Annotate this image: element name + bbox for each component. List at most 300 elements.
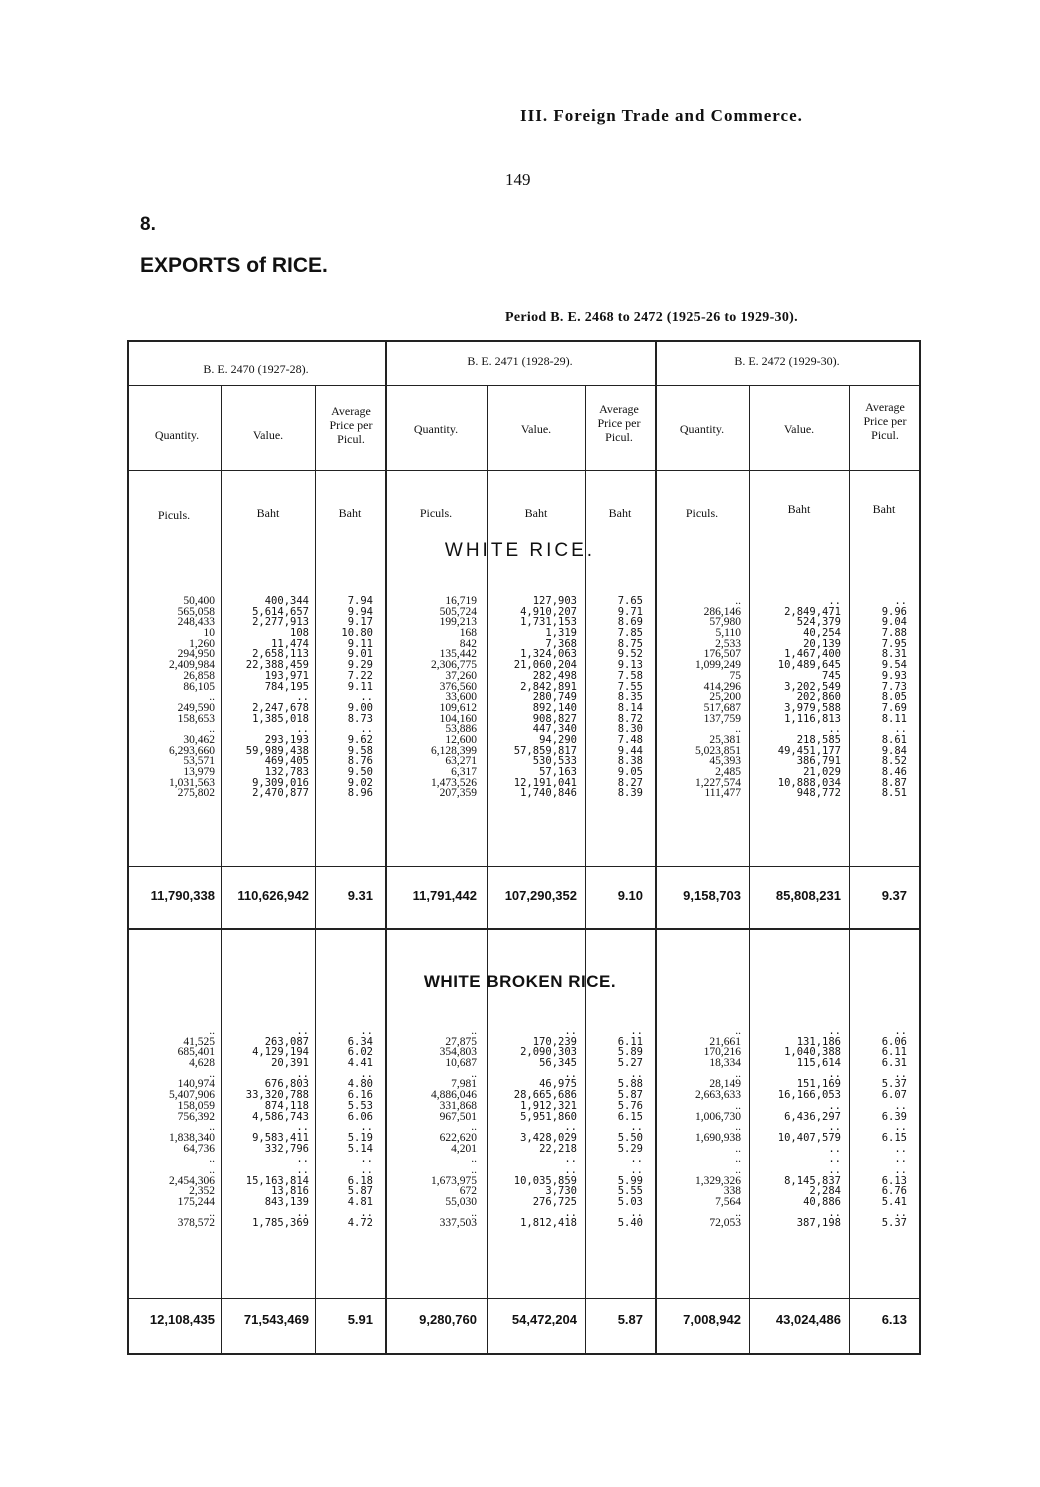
table-cell: 6.13 — [881, 1174, 907, 1187]
table-cell: 158,059 — [177, 1099, 215, 1112]
table-cell: .. — [360, 1206, 373, 1219]
table-cell: 3,730 — [545, 1185, 577, 1198]
table-cell: 6.15 — [881, 1131, 907, 1144]
table-cell: 8.11 — [881, 712, 907, 725]
table-cell: .. — [360, 691, 373, 704]
wbr-2471-total-quantity: 9,280,760 — [419, 1312, 477, 1327]
table-cell: 7.94 — [347, 595, 373, 607]
table-cell: 9.62 — [347, 733, 373, 746]
table-cell: 10.80 — [341, 627, 373, 640]
table-cell: 57,163 — [539, 766, 577, 778]
table-cell: 4,129,194 — [252, 1046, 309, 1059]
table-cell: .. — [894, 723, 907, 736]
table-cell: 5.88 — [617, 1078, 643, 1091]
table-cell: .. — [735, 1067, 741, 1080]
table-cell: .. — [296, 1206, 309, 1219]
table-cell: 5.03 — [617, 1196, 643, 1208]
wr-2470-value — [223, 596, 309, 799]
year-header-2471: B. E. 2471 (1928-29). — [467, 354, 573, 368]
table-cell: 8.96 — [347, 787, 373, 800]
table-cell: 6,128,399 — [431, 744, 477, 757]
table-cell: 131,186 — [796, 1035, 841, 1048]
table-cell: 1,319 — [545, 627, 577, 640]
table-cell: 1,040,388 — [784, 1046, 841, 1059]
wbr-2470-total-quantity: 12,108,435 — [149, 1312, 215, 1327]
table-cell: 108 — [290, 627, 309, 640]
table-cell: .. — [296, 1153, 309, 1166]
table-cell: 249,590 — [177, 701, 215, 714]
col-head-avg: Average Price per Picul. — [863, 400, 907, 442]
table-cell: .. — [564, 1121, 577, 1134]
wr-2472-avg — [851, 596, 907, 799]
table-cell: 286,146 — [703, 605, 741, 618]
wr-2472-quantity — [657, 596, 741, 799]
table-cell: 28,665,686 — [513, 1089, 577, 1102]
page-number: 149 — [505, 170, 531, 189]
table-cell: .. — [630, 1025, 643, 1037]
table-cell: 72,053 — [709, 1217, 741, 1230]
table-cell: 8.14 — [617, 701, 643, 714]
table-cell: 6.06 — [881, 1035, 907, 1048]
table-cell: 843,139 — [264, 1196, 309, 1208]
table-cell: 151,169 — [796, 1078, 841, 1091]
wbr-2471-total-avg: 5.87 — [617, 1312, 643, 1327]
table-cell: 170,239 — [532, 1035, 577, 1048]
white-rice-section-end-rule — [127, 928, 921, 930]
table-cell: 4,586,743 — [252, 1110, 309, 1123]
table-cell: 2,284 — [809, 1185, 841, 1198]
table-cell: 86,105 — [183, 680, 215, 693]
table-cell: .. — [209, 1206, 215, 1219]
rice-exports-table — [127, 340, 921, 1355]
wbr-2472-avg — [851, 1026, 907, 1229]
table-cell: .. — [894, 595, 907, 607]
table-cell: 9.50 — [347, 766, 373, 778]
table-cell: 7.65 — [617, 595, 643, 607]
table-cell: 6.34 — [347, 1035, 373, 1048]
table-cell: 5.50 — [617, 1131, 643, 1144]
table-cell: .. — [828, 1153, 841, 1166]
table-cell: 132,783 — [264, 766, 309, 778]
table-cell: 400,344 — [264, 595, 309, 607]
table-cell: 8.87 — [881, 776, 907, 789]
table-cell: 56,345 — [539, 1057, 577, 1070]
table-cell: 6.11 — [617, 1035, 643, 1048]
table-cell: 1,329,326 — [695, 1174, 741, 1187]
table-cell: .. — [735, 1163, 741, 1176]
table-cell: .. — [360, 1121, 373, 1134]
table-cell: 2,306,775 — [431, 659, 477, 672]
table-cell: 4.81 — [347, 1196, 373, 1208]
table-cell: 7,368 — [545, 637, 577, 650]
table-cell: 4,886,046 — [431, 1089, 477, 1102]
table-cell: 135,442 — [439, 648, 477, 661]
table-cell: 5.87 — [347, 1185, 373, 1198]
table-cell: 1,785,369 — [252, 1217, 309, 1230]
table-cell: 218,585 — [796, 733, 841, 746]
year-header-2470: B. E. 2470 (1927-28). — [203, 362, 309, 376]
table-cell: 9.13 — [617, 659, 643, 672]
table-cell: 41,525 — [183, 1035, 215, 1048]
section-header: III. Foreign Trade and Commerce. — [520, 106, 803, 125]
wbr-2472-value — [751, 1026, 841, 1229]
table-cell: .. — [209, 1025, 215, 1037]
table-cell: 9.54 — [881, 659, 907, 672]
wbr-2470-quantity — [129, 1026, 215, 1229]
wr-2471-total-quantity: 11,791,442 — [412, 888, 477, 903]
table-cell: .. — [828, 1099, 841, 1112]
table-cell: .. — [564, 1153, 577, 1166]
table-bottom-border — [127, 1353, 921, 1355]
unit-quantity: Piculs. — [419, 506, 453, 520]
table-cell: 9.93 — [881, 669, 907, 682]
table-cell: 104,160 — [439, 712, 477, 725]
table-cell: 127,903 — [532, 595, 577, 607]
table-cell: 7.69 — [881, 701, 907, 714]
table-cell: 685,401 — [177, 1046, 215, 1059]
table-cell: 9.00 — [347, 701, 373, 714]
col-head-value: Value. — [520, 422, 552, 436]
table-cell: .. — [360, 1025, 373, 1037]
table-top-border — [127, 340, 921, 342]
table-cell: 447,340 — [532, 723, 577, 736]
document-title: EXPORTS of RICE. — [140, 254, 328, 277]
table-cell: 6.18 — [347, 1174, 373, 1187]
wbr-2472-quantity — [657, 1026, 741, 1229]
table-cell: 948,772 — [796, 787, 841, 800]
table-cell: 9.11 — [347, 637, 373, 650]
table-cell: 378,572 — [177, 1217, 215, 1230]
table-cell: 5.37 — [881, 1078, 907, 1091]
table-cell: 6.07 — [881, 1089, 907, 1102]
table-cell: 9,309,016 — [252, 776, 309, 789]
table-cell: 1,740,846 — [520, 787, 577, 800]
table-cell: .. — [630, 1163, 643, 1176]
wr-2471-value — [489, 596, 577, 799]
table-cell: 4.80 — [347, 1078, 373, 1091]
wr-2471-total-value: 107,290,352 — [504, 888, 577, 903]
table-cell: .. — [735, 1121, 741, 1134]
table-cell: 1,227,574 — [695, 776, 741, 789]
wbr-2472-total-value: 43,024,486 — [775, 1312, 841, 1327]
table-cell: 46,975 — [539, 1078, 577, 1091]
table-cell: 26,858 — [183, 669, 215, 682]
table-cell: 140,974 — [177, 1078, 215, 1091]
table-cell: .. — [828, 1206, 841, 1219]
table-cell: 1,912,321 — [520, 1099, 577, 1112]
table-cell: .. — [296, 691, 309, 704]
table-cell: 3,979,588 — [784, 701, 841, 714]
table-cell: 7.58 — [617, 669, 643, 682]
table-cell: 672 — [459, 1185, 477, 1198]
table-cell: 842 — [459, 637, 477, 650]
table-cell: 15,163,814 — [245, 1174, 309, 1187]
table-cell: .. — [828, 1142, 841, 1155]
table-cell: 784,195 — [264, 680, 309, 693]
section-title-white-broken-rice: WHITE BROKEN RICE. — [423, 972, 617, 991]
wbr-2470-total-value: 71,543,469 — [243, 1312, 309, 1327]
unit-value: Baht — [787, 502, 811, 516]
table-cell: 7.48 — [617, 733, 643, 746]
table-cell: 9.11 — [347, 680, 373, 693]
table-cell: 40,886 — [803, 1196, 841, 1208]
table-cell: 6.31 — [881, 1057, 907, 1070]
table-cell: 8.52 — [881, 755, 907, 768]
table-cell: 469,405 — [264, 755, 309, 768]
table-cell: 2,663,633 — [695, 1089, 741, 1102]
table-cell: 622,620 — [439, 1131, 477, 1144]
col-separator — [315, 385, 316, 1353]
table-cell: 5.99 — [617, 1174, 643, 1187]
col-head-value: Value. — [783, 422, 815, 436]
table-cell: 9.52 — [617, 648, 643, 661]
table-cell: 8.39 — [617, 787, 643, 800]
col-separator — [749, 385, 750, 1353]
wr-2471-avg — [587, 596, 643, 799]
table-cell: 9.17 — [347, 616, 373, 629]
table-cell: 276,725 — [532, 1196, 577, 1208]
table-cell: .. — [360, 1153, 373, 1166]
wbr-2471-avg — [587, 1026, 643, 1229]
table-cell: 9.58 — [347, 744, 373, 757]
table-cell: 1,731,153 — [520, 616, 577, 629]
table-cell: 6.02 — [347, 1046, 373, 1059]
table-cell: 9.02 — [347, 776, 373, 789]
table-cell: 57,859,817 — [513, 744, 577, 757]
wbr-2472-total-quantity: 7,008,942 — [683, 1312, 741, 1327]
table-cell: 111,477 — [704, 787, 741, 800]
table-cell: 12,191,041 — [513, 776, 577, 789]
table-cell: 4,910,207 — [520, 605, 577, 618]
table-cell: 248,433 — [177, 616, 215, 629]
table-cell: 530,533 — [532, 755, 577, 768]
wbr-2470-total-avg: 5.91 — [347, 1312, 373, 1327]
table-cell: 3,428,029 — [520, 1131, 577, 1144]
table-cell: .. — [471, 1121, 477, 1134]
table-cell: 8.76 — [347, 755, 373, 768]
table-cell: 8.72 — [617, 712, 643, 725]
table-cell: 1,260 — [189, 637, 215, 650]
table-cell: .. — [296, 1025, 309, 1037]
table-cell: 28,149 — [709, 1078, 741, 1091]
table-cell: .. — [360, 1163, 373, 1176]
white-rice-total-rule — [127, 866, 921, 867]
table-cell: 10,687 — [445, 1057, 477, 1070]
table-cell: 18,334 — [709, 1057, 741, 1070]
table-cell: 517,687 — [703, 701, 741, 714]
table-cell: 10,035,859 — [513, 1174, 577, 1187]
table-cell: 10,407,579 — [777, 1131, 841, 1144]
table-cell: 8.69 — [617, 616, 643, 629]
table-cell: 263,087 — [264, 1035, 309, 1048]
table-cell: 8.46 — [881, 766, 907, 778]
wr-2470-avg — [317, 596, 373, 799]
table-cell: .. — [828, 1121, 841, 1134]
wr-2470-total-avg: 9.31 — [347, 888, 373, 903]
table-cell: .. — [894, 1121, 907, 1134]
table-cell: .. — [360, 1067, 373, 1080]
table-cell: .. — [735, 1206, 741, 1219]
table-cell: 53,886 — [445, 723, 477, 736]
table-cell: .. — [894, 1206, 907, 1219]
table-cell: 5.76 — [617, 1099, 643, 1112]
table-cell: 9.84 — [881, 744, 907, 757]
table-cell: .. — [828, 1067, 841, 1080]
table-cell: 5.89 — [617, 1046, 643, 1059]
table-cell: 13,979 — [183, 766, 215, 778]
table-cell: .. — [471, 1163, 477, 1176]
table-cell: .. — [209, 1153, 215, 1166]
table-cell: .. — [209, 1121, 215, 1134]
table-cell: 22,388,459 — [245, 659, 309, 672]
table-right-border — [919, 340, 921, 1355]
table-cell: 4,628 — [189, 1057, 215, 1070]
table-cell: 50,400 — [183, 595, 215, 607]
table-cell: 8.51 — [881, 787, 907, 800]
unit-quantity: Piculs. — [685, 506, 719, 520]
table-cell: .. — [471, 1206, 477, 1219]
table-cell: .. — [209, 691, 215, 704]
table-cell: 21,029 — [803, 766, 841, 778]
table-cell: 1,116,813 — [784, 712, 841, 725]
table-cell: .. — [828, 1025, 841, 1037]
table-cell: 176,507 — [703, 648, 741, 661]
table-cell: 109,612 — [439, 701, 477, 714]
year-header-rule — [127, 385, 921, 386]
unit-avg: Baht — [608, 506, 632, 520]
table-cell: .. — [296, 723, 309, 736]
table-cell: 5.55 — [617, 1185, 643, 1198]
table-cell: 414,296 — [703, 680, 741, 693]
col-separator — [221, 385, 222, 1353]
unit-quantity: Piculs. — [157, 508, 191, 522]
table-cell: 280,749 — [532, 691, 577, 704]
table-cell: 8.61 — [881, 733, 907, 746]
wr-2471-quantity — [389, 596, 477, 799]
table-cell: 2,090,303 — [520, 1046, 577, 1059]
table-cell: 6.16 — [347, 1089, 373, 1102]
wr-2470-quantity — [129, 596, 215, 799]
table-cell: 10,888,034 — [777, 776, 841, 789]
table-cell: .. — [828, 1163, 841, 1176]
unit-avg: Baht — [872, 502, 896, 516]
table-cell: 293,193 — [264, 733, 309, 746]
wbr-2470-value — [223, 1026, 309, 1229]
table-cell: 9.94 — [347, 605, 373, 618]
table-cell: 9.29 — [347, 659, 373, 672]
table-cell: 8.05 — [881, 691, 907, 704]
table-cell: 2,849,471 — [784, 605, 841, 618]
table-cell: 6,293,660 — [169, 744, 215, 757]
col-head-quantity: Quantity. — [679, 422, 725, 436]
table-cell: 6.15 — [617, 1110, 643, 1123]
table-cell: 1,099,249 — [695, 659, 741, 672]
table-cell: 565,058 — [177, 605, 215, 618]
table-cell: 6.06 — [347, 1110, 373, 1123]
table-cell: 8.27 — [617, 776, 643, 789]
col-head-avg: Average Price per Picul. — [329, 404, 373, 446]
table-cell: 2,454,306 — [169, 1174, 215, 1187]
table-cell: .. — [564, 1163, 577, 1176]
table-cell: .. — [735, 723, 741, 736]
table-cell: 5.40 — [617, 1217, 643, 1230]
table-cell: 2,842,891 — [520, 680, 577, 693]
table-number: 8. — [140, 214, 156, 235]
table-cell: 2,352 — [189, 1185, 215, 1198]
table-cell: 2,658,113 — [252, 648, 309, 661]
table-cell: 2,247,678 — [252, 701, 309, 714]
table-cell: 10,489,645 — [777, 659, 841, 672]
table-cell: 1,385,018 — [252, 712, 309, 725]
table-cell: .. — [564, 1025, 577, 1037]
table-cell: 40,254 — [803, 627, 841, 640]
table-cell: 7,981 — [451, 1078, 477, 1091]
wr-2470-total-value: 110,626,942 — [237, 888, 309, 903]
table-cell: 337,503 — [439, 1217, 477, 1230]
table-cell: 55,030 — [445, 1196, 477, 1208]
wbr-2471-total-value: 54,472,204 — [511, 1312, 577, 1327]
table-cell: 8.38 — [617, 755, 643, 768]
table-cell: .. — [735, 1099, 741, 1112]
table-cell: 332,796 — [264, 1142, 309, 1155]
table-cell: 37,260 — [445, 669, 477, 682]
table-cell: 8.75 — [617, 637, 643, 650]
unit-value: Baht — [256, 506, 280, 520]
wr-2471-total-avg: 9.10 — [617, 888, 643, 903]
table-cell: .. — [735, 1025, 741, 1037]
table-cell: .. — [735, 1153, 741, 1166]
table-cell: .. — [735, 595, 741, 607]
table-cell: 5.27 — [617, 1057, 643, 1070]
table-cell: 8,145,837 — [784, 1174, 841, 1187]
table-cell: 115,614 — [796, 1057, 841, 1070]
table-cell: .. — [894, 1142, 907, 1155]
table-cell: 756,392 — [177, 1110, 215, 1123]
wr-2472-total-quantity: 9,158,703 — [683, 888, 741, 903]
table-cell: 53,571 — [183, 755, 215, 768]
table-cell: 137,759 — [703, 712, 741, 725]
wbr-2470-avg — [317, 1026, 373, 1229]
table-cell: 1,673,975 — [431, 1174, 477, 1187]
table-cell: 2,409,984 — [169, 659, 215, 672]
table-cell: 9.04 — [881, 616, 907, 629]
table-cell: 7,564 — [715, 1196, 741, 1208]
table-cell: 168 — [459, 627, 477, 640]
table-cell: 386,791 — [796, 755, 841, 768]
table-cell: 33,320,788 — [245, 1089, 309, 1102]
table-cell: 12,600 — [445, 733, 477, 746]
table-cell: 75 — [729, 669, 741, 682]
table-cell: .. — [564, 1206, 577, 1219]
table-cell: 1,812,418 — [520, 1217, 577, 1230]
wr-2472-total-avg: 9.37 — [881, 888, 907, 903]
table-cell: .. — [894, 1099, 907, 1112]
table-cell: 1,473,526 — [431, 776, 477, 789]
table-cell: 20,139 — [803, 637, 841, 650]
table-cell: 1,467,400 — [784, 648, 841, 661]
table-cell: 20,391 — [271, 1057, 309, 1070]
table-cell: 25,200 — [709, 691, 741, 704]
table-cell: 9.01 — [347, 648, 373, 661]
year-separator-1 — [385, 340, 387, 1355]
table-cell: 5,110 — [715, 627, 741, 640]
table-cell: 10 — [203, 627, 215, 640]
table-cell: 5.19 — [347, 1131, 373, 1144]
table-cell: 5,614,657 — [252, 605, 309, 618]
table-cell: 13,816 — [271, 1185, 309, 1198]
table-cell: 745 — [822, 669, 841, 682]
table-cell: 9.44 — [617, 744, 643, 757]
